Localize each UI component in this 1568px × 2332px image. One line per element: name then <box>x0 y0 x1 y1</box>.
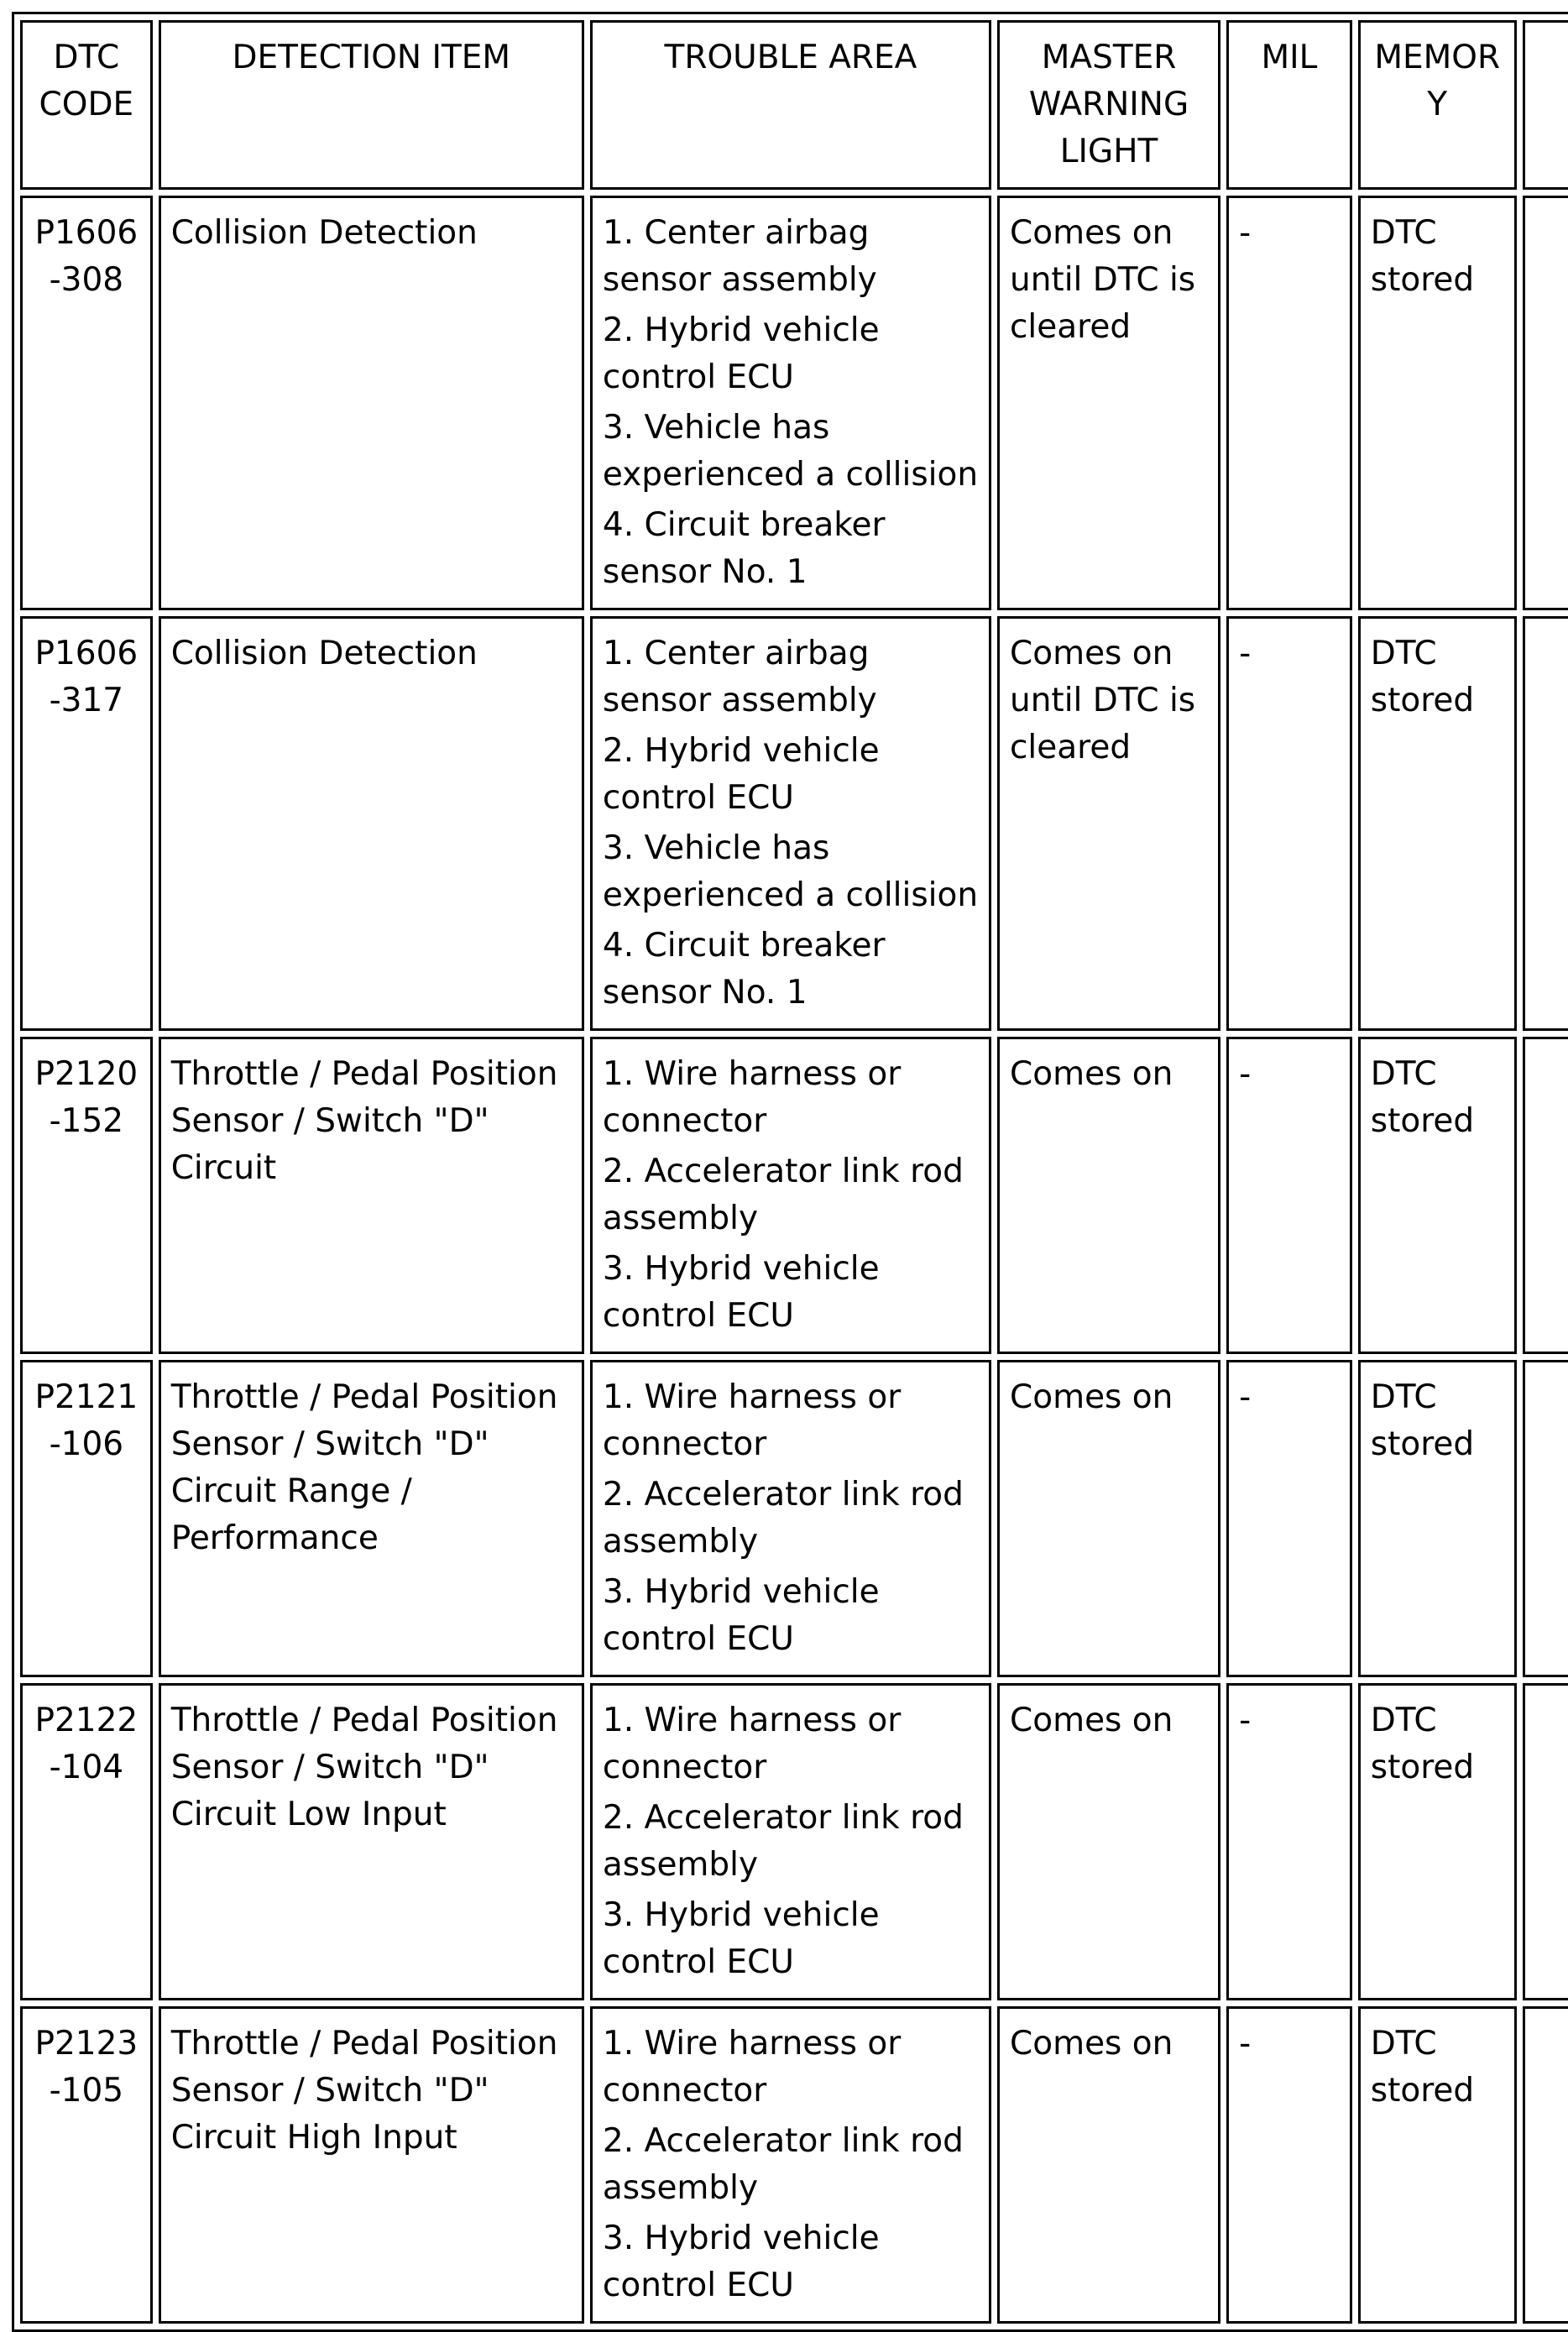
trouble-area-line: 2. Accelerator link rod assembly <box>602 1153 964 1237</box>
clipped-cell <box>1523 196 1568 610</box>
dtc-code-cell: P1606-317 <box>20 616 153 1031</box>
memory-cell: DTC stored <box>1358 1683 1517 2000</box>
trouble-area-cell <box>590 2006 991 2324</box>
trouble-area-line: 2. Accelerator link rod assembly <box>602 1799 964 1884</box>
master-warning-light-cell: Comes on until DTC is cleared <box>997 196 1220 610</box>
trouble-area-line: 1. Center airbag sensor assembly <box>602 635 877 719</box>
trouble-area-line: 1. Center airbag sensor assembly <box>602 214 877 299</box>
trouble-area-line: 3. Hybrid vehicle control ECU <box>602 1250 880 1335</box>
master-warning-light-cell: Comes on <box>997 1360 1220 1677</box>
table-row <box>20 616 1568 1031</box>
clipped-cell <box>1523 2006 1568 2324</box>
header-detection-item: DETECTION ITEM <box>159 20 584 190</box>
trouble-area-line: 3. Hybrid vehicle control ECU <box>602 1896 880 1981</box>
table-row <box>20 196 1568 610</box>
memory-cell: DTC stored <box>1358 1037 1517 1354</box>
trouble-area-cell <box>590 196 991 610</box>
mil-cell: - <box>1226 196 1352 610</box>
dtc-code-cell: P2123-105 <box>20 2006 153 2324</box>
trouble-area-cell <box>590 1683 991 2000</box>
dtc-code-cell: P1606-308 <box>20 196 153 610</box>
master-warning-light-cell: Comes on <box>997 1037 1220 1354</box>
trouble-area-line: 2. Accelerator link rod assembly <box>602 1476 964 1561</box>
table-row <box>20 2006 1568 2324</box>
mil-cell: - <box>1226 1037 1352 1354</box>
detection-item-cell: Throttle / Pedal Position Sensor / Switch "D" Circuit Low Input <box>159 1683 584 2000</box>
trouble-area-line: 2. Accelerator link rod assembly <box>602 2122 964 2207</box>
trouble-area-line: 4. Circuit breaker sensor No. 1 <box>602 927 886 1012</box>
header-clipped-column <box>1523 20 1568 190</box>
header-mil: MIL <box>1226 20 1352 190</box>
clipped-cell <box>1523 1360 1568 1677</box>
dtc-code-cell: P2121-106 <box>20 1360 153 1677</box>
trouble-area-cell <box>590 1037 991 1354</box>
memory-cell: DTC stored <box>1358 2006 1517 2324</box>
detection-item-cell: Throttle / Pedal Position Sensor / Switch "D" Circuit High Input <box>159 2006 584 2324</box>
dtc-code-cell: P2120-152 <box>20 1037 153 1354</box>
mil-cell: - <box>1226 2006 1352 2324</box>
detection-item-cell: Throttle / Pedal Position Sensor / Switch "D" Circuit <box>159 1037 584 1354</box>
master-warning-light-cell: Comes on <box>997 1683 1220 2000</box>
memory-cell: DTC stored <box>1358 616 1517 1031</box>
mil-cell: - <box>1226 616 1352 1031</box>
clipped-cell <box>1523 616 1568 1031</box>
trouble-area-line: 4. Circuit breaker sensor No. 1 <box>602 506 886 591</box>
mil-cell: - <box>1226 1360 1352 1677</box>
header-memory: MEMORY <box>1358 20 1517 190</box>
header-master-warning-light: MASTER WARNING LIGHT <box>997 20 1220 190</box>
memory-cell: DTC stored <box>1358 196 1517 610</box>
trouble-area-cell <box>590 1360 991 1677</box>
trouble-area-line: 3. Vehicle has experienced a collision <box>602 829 979 914</box>
trouble-area-line: 3. Hybrid vehicle control ECU <box>602 2220 880 2304</box>
trouble-area-line: 1. Wire harness or connector <box>602 1378 902 1463</box>
trouble-area-line: 1. Wire harness or connector <box>602 1702 902 1786</box>
detection-item-cell: Throttle / Pedal Position Sensor / Switch "D" Circuit Range / Performance <box>159 1360 584 1677</box>
memory-cell: DTC stored <box>1358 1360 1517 1677</box>
clipped-cell <box>1523 1683 1568 2000</box>
trouble-area-line: 2. Hybrid vehicle control ECU <box>602 311 880 396</box>
trouble-area-line: 3. Vehicle has experienced a collision <box>602 409 979 494</box>
mil-cell: - <box>1226 1683 1352 2000</box>
table-row <box>20 1360 1568 1677</box>
detection-item-cell: Collision Detection <box>159 196 584 610</box>
page <box>12 12 1568 2304</box>
table-row <box>20 1683 1568 2000</box>
header-row <box>20 20 1568 190</box>
trouble-area-cell <box>590 616 991 1031</box>
trouble-area-line: 2. Hybrid vehicle control ECU <box>602 732 880 817</box>
header-trouble-area: TROUBLE AREA <box>590 20 991 190</box>
table-row <box>20 1037 1568 1354</box>
detection-item-cell: Collision Detection <box>159 616 584 1031</box>
trouble-area-line: 1. Wire harness or connector <box>602 2025 902 2110</box>
dtc-table <box>12 12 1568 2332</box>
master-warning-light-cell: Comes on until DTC is cleared <box>997 616 1220 1031</box>
trouble-area-line: 3. Hybrid vehicle control ECU <box>602 1573 880 1658</box>
master-warning-light-cell: Comes on <box>997 2006 1220 2324</box>
dtc-code-cell: P2122-104 <box>20 1683 153 2000</box>
header-dtc-code: DTC CODE <box>20 20 153 190</box>
trouble-area-line: 1. Wire harness or connector <box>602 1055 902 1140</box>
clipped-cell <box>1523 1037 1568 1354</box>
